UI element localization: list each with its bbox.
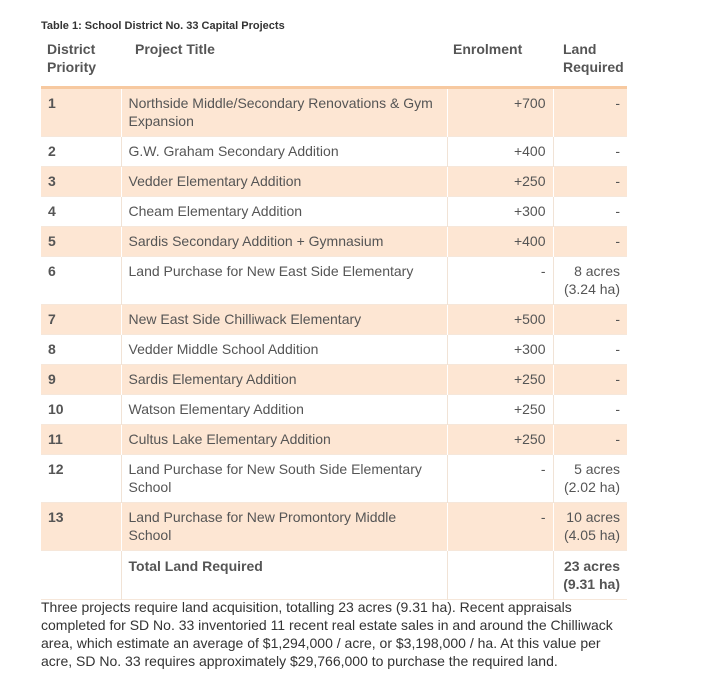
cell-land-required: -: [553, 197, 627, 227]
table-body: [41, 88, 627, 600]
table-row: [41, 335, 627, 365]
table-row: [41, 197, 627, 227]
cell-enrolment: +500: [447, 305, 553, 335]
total-row: [41, 551, 627, 600]
total-priority: [41, 551, 121, 600]
cell-land-required: -: [553, 227, 627, 257]
cell-enrolment: -: [447, 257, 553, 305]
cell-land-required: -: [553, 335, 627, 365]
cell-enrolment: +250: [447, 167, 553, 197]
cell-land-required: -: [553, 167, 627, 197]
table-row: [41, 305, 627, 335]
cell-priority: 11: [41, 425, 121, 455]
cell-priority: 1: [41, 88, 121, 137]
cell-priority: 9: [41, 365, 121, 395]
cell-enrolment: +400: [447, 137, 553, 167]
header-enrolment: Enrolment: [453, 41, 523, 57]
cell-project-title: Cheam Elementary Addition: [121, 197, 447, 227]
cell-project-title: Watson Elementary Addition: [121, 395, 447, 425]
cell-enrolment: +250: [447, 425, 553, 455]
table-row: [41, 227, 627, 257]
cell-project-title: Sardis Secondary Addition + Gymnasium: [121, 227, 447, 257]
cell-project-title: Sardis Elementary Addition: [121, 365, 447, 395]
cell-enrolment: -: [447, 455, 553, 503]
cell-project-title: Vedder Middle School Addition: [121, 335, 447, 365]
cell-priority: 2: [41, 137, 121, 167]
table-row: [41, 137, 627, 167]
land-acquisition-note: Three projects require land acquisition, totalling 23 acres (9.31 ha). Recent appraisals completed for SD No. 33 inventoried 11 recent real estate sales in and around the Chilliwack area, which estimate an average of $1,294,000 / acre, or $3,198,000 / ha. At this value per acre, SD No. 33 requires approximately $29,766,000 to purchase the required land.: [41, 599, 613, 669]
table-row: [41, 503, 627, 551]
table-caption: Table 1: School District No. 33 Capital Projects: [41, 20, 285, 32]
cell-land-required: -: [553, 305, 627, 335]
table-row: [41, 88, 627, 137]
cell-project-title: Land Purchase for New Promontory Middle School: [121, 503, 447, 551]
cell-project-title: Cultus Lake Elementary Addition: [121, 425, 447, 455]
table-row: [41, 167, 627, 197]
cell-priority: 4: [41, 197, 121, 227]
total-enrolment: [447, 551, 553, 600]
total-land-required: 23 acres (9.31 ha): [553, 551, 627, 600]
cell-enrolment: +300: [447, 335, 553, 365]
cell-priority: 12: [41, 455, 121, 503]
capital-projects-section: [41, 19, 627, 600]
cell-project-title: New East Side Chilliwack Elementary: [121, 305, 447, 335]
cell-project-title: Land Purchase for New East Side Elementary: [121, 257, 447, 305]
cell-land-required: -: [553, 137, 627, 167]
cell-land-required: 8 acres (3.24 ha): [553, 257, 627, 305]
table-row: [41, 365, 627, 395]
cell-enrolment: -: [447, 503, 553, 551]
header-project-title: Project Title: [135, 41, 215, 57]
header-row: [41, 40, 627, 88]
cell-land-required: -: [553, 425, 627, 455]
cell-project-title: Land Purchase for New South Side Elementary School: [121, 455, 447, 503]
cell-priority: 7: [41, 305, 121, 335]
cell-land-required: 10 acres (4.05 ha): [553, 503, 627, 551]
header-land-required: Land Required: [563, 41, 624, 75]
cell-enrolment: +300: [447, 197, 553, 227]
cell-project-title: Northside Middle/Secondary Renovations & Gym Expansion: [121, 88, 447, 137]
table-row: [41, 425, 627, 455]
capital-projects-table: [41, 40, 627, 600]
cell-enrolment: +700: [447, 88, 553, 137]
total-label: Total Land Required: [121, 551, 447, 600]
cell-land-required: -: [553, 365, 627, 395]
cell-enrolment: +250: [447, 365, 553, 395]
table-header: [41, 40, 627, 88]
header-district-priority: District Priority: [47, 41, 97, 75]
table-row: [41, 455, 627, 503]
cell-priority: 13: [41, 503, 121, 551]
cell-project-title: G.W. Graham Secondary Addition: [121, 137, 447, 167]
cell-priority: 3: [41, 167, 121, 197]
table-row: [41, 395, 627, 425]
cell-project-title: Vedder Elementary Addition: [121, 167, 447, 197]
cell-land-required: 5 acres (2.02 ha): [553, 455, 627, 503]
table-row: [41, 257, 627, 305]
cell-enrolment: +400: [447, 227, 553, 257]
cell-land-required: -: [553, 88, 627, 137]
cell-land-required: -: [553, 395, 627, 425]
cell-priority: 10: [41, 395, 121, 425]
cell-priority: 5: [41, 227, 121, 257]
cell-priority: 8: [41, 335, 121, 365]
cell-priority: 6: [41, 257, 121, 305]
cell-enrolment: +250: [447, 395, 553, 425]
